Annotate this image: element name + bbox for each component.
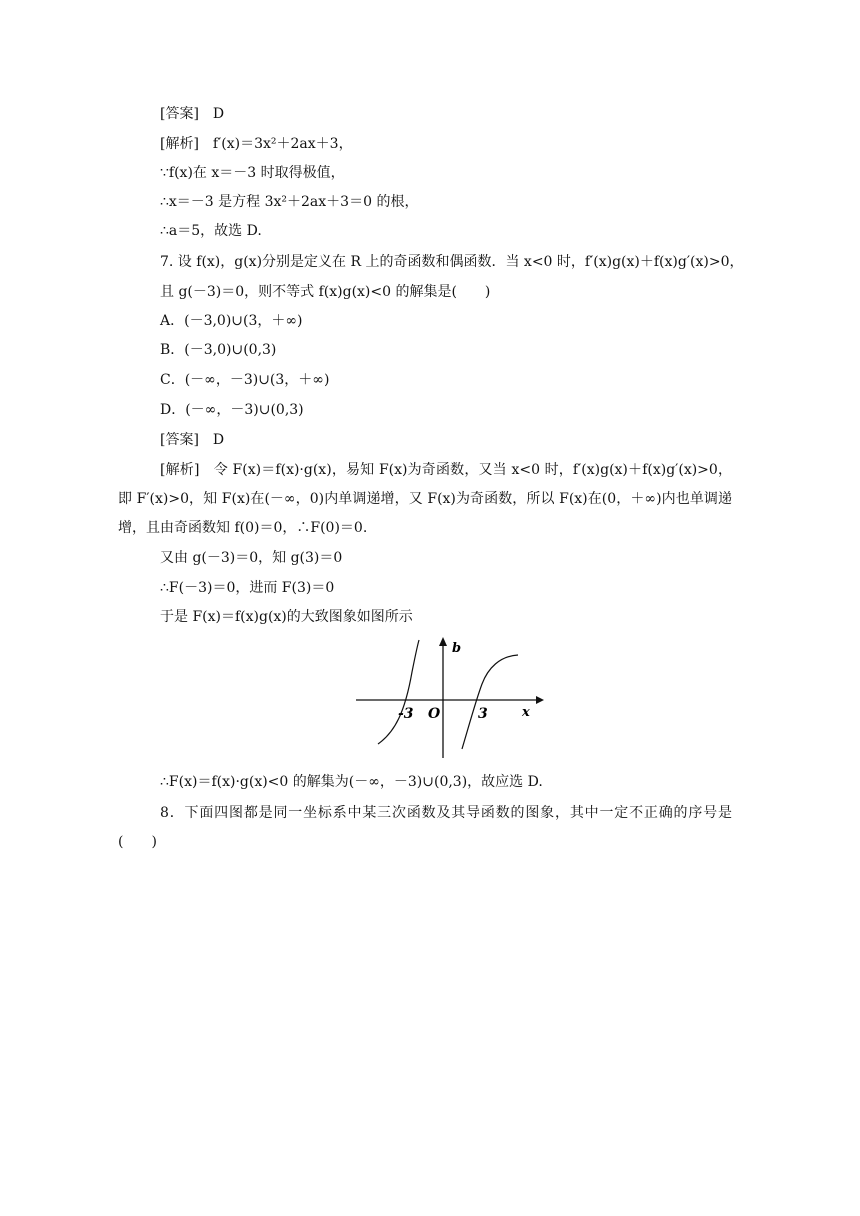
x-axis-arrow-icon: [536, 696, 544, 704]
y-axis-label: b: [452, 641, 462, 656]
option-a: A．(－3,0)∪(3，＋∞): [160, 313, 303, 329]
origin-label: O: [428, 706, 441, 722]
neg-three-label: -3: [398, 706, 414, 722]
question-7-stem: 7. 设 f(x)，g(x)分别是定义在 R 上的奇函数和偶函数．当 x<0 时，f′(x)g(x)＋f(x)g′(x)>0，: [160, 254, 744, 270]
analysis-line: ∴F(－3)＝0，进而 F(3)＝0: [160, 580, 335, 596]
x-axis-label: x: [522, 705, 530, 720]
answer-label: [答案] D: [160, 432, 225, 448]
analysis-line: ∴a＝5，故选 D.: [160, 223, 262, 239]
function-graph: [350, 632, 550, 762]
y-axis-arrow-icon: [439, 637, 447, 646]
pos-three-label: 3: [478, 706, 488, 722]
option-b: B．(－3,0)∪(0,3): [160, 342, 277, 358]
analysis-line: [解析] f′(x)＝3x²＋2ax＋3，: [160, 136, 353, 152]
option-c: C．(－∞，－3)∪(3，＋∞): [160, 372, 330, 388]
analysis-line: ∴x＝－3 是方程 3x²＋2ax＋3＝0 的根，: [160, 194, 419, 210]
conclusion-line: ∴F(x)＝f(x)·g(x)<0 的解集为(－∞，－3)∪(0,3)，故应选 D.: [160, 774, 543, 790]
analysis-line: ∵f(x)在 x＝－3 时取得极值，: [160, 165, 345, 181]
question-7-stem-cont: 且 g(－3)＝0，则不等式 f(x)g(x)<0 的解集是( ): [160, 284, 491, 300]
curve-right-branch: [462, 655, 518, 749]
analysis-paragraph: [解析] 令 F(x)＝f(x)·g(x)，易知 F(x)为奇函数，又当 x<0 时，f′(x)g(x)＋f(x)g′(x)>0，即 F′(x)>0，知 F(x)在(－∞，0)内单调递增，又 F(x)为奇函数，所以 F(x)在(0，＋∞)内也单调递增，且由奇函数知 f(0)＝0，∴F(0)＝0.: [118, 462, 732, 536]
curve-left-branch: [378, 640, 419, 744]
question-8-stem: 8．下面四图都是同一坐标系中某三次函数及其导函数的图象，其中一定不正确的序号是( ): [118, 805, 732, 850]
answer-label: [答案] D: [160, 106, 225, 122]
analysis-line: 于是 F(x)＝f(x)g(x)的大致图象如图所示: [160, 609, 413, 625]
analysis-line: 又由 g(－3)＝0，知 g(3)＝0: [160, 550, 343, 566]
option-d: D．(－∞，－3)∪(0,3): [160, 402, 304, 418]
